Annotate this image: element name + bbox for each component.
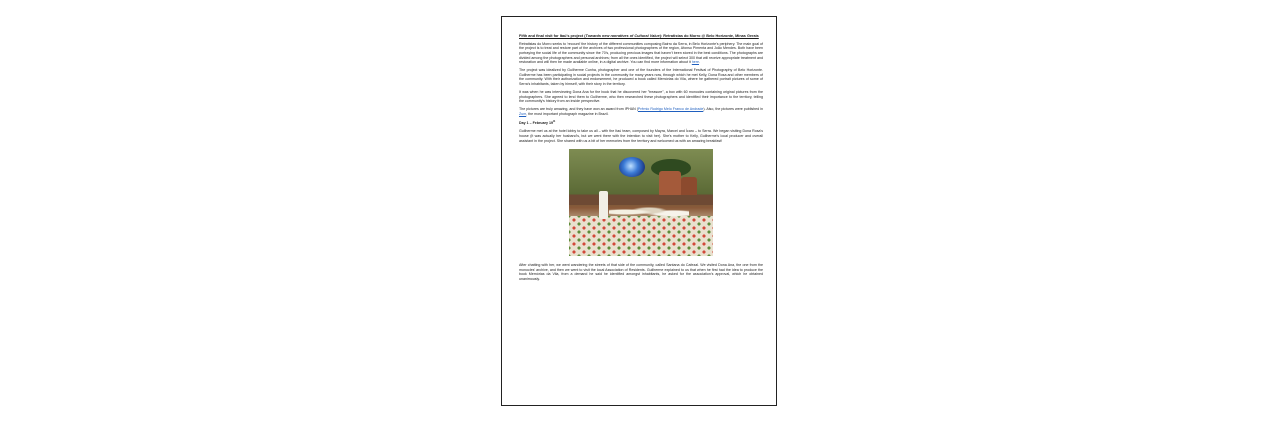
paragraph-intro <box>519 42 763 65</box>
here-link[interactable]: here <box>691 60 700 65</box>
paragraph-hotel: Guilherme met us at the hotel lobby to take us all – with the Itaú team, composed by Mayra, Marcel and Ícaro – to Serra. We began visiting Dona Rosa's house (it was actually her husband's, but we went there with the intention to visit her). She's mother to Kelly, Guilherme's local producer and overall assistant in the project. She shared with us a bit of her memories from the territory and welcomed us with an amazing breakfast! <box>519 129 763 143</box>
tablecloth <box>569 216 713 257</box>
title-part-2: Towards new narratives of Cultural Value <box>585 34 660 38</box>
bottle <box>599 191 608 219</box>
day-heading-sup: th <box>552 119 556 123</box>
paragraph-award-text-3: , the most important photograph magazine in Brazil. <box>526 111 609 116</box>
breakfast-photo <box>569 149 713 256</box>
paragraph-wandering: After chatting with her, we went wandering the streets of that side of the community, called Santana do Cafezal. We visited Dona Ana, the one from the monocles' archive, and then we went to visit the local Association of Residents. Guilherme explained to us that when he first had the idea to produce the book Memórias da Vila, from a demand he said he identified amongst inhabitants, he asked for the association's approval, which he obtained unanimously. <box>519 263 763 282</box>
title-part-3: ): Retratistas do Morro @ Belo Horizonte, Minas Gerais <box>659 34 759 38</box>
title-part-1: Fifth and final visit for Itaú's project ( <box>519 34 586 38</box>
document-title <box>519 34 763 39</box>
day-heading-label: Day 1 – February 19 <box>519 120 553 125</box>
document-page <box>501 16 777 406</box>
paragraph-award-text-2: ). Also, the pictures were published in <box>703 107 763 112</box>
zum-link[interactable]: Zum <box>519 111 527 116</box>
paragraph-intro-end: . <box>699 60 701 65</box>
paragraph-intro-text: Retratistas do Morro seeks to 'recount' the history of the different communities composing Bairro da Serra, in Belo Horizonte's periphery. The main goal of the project is to treat and restore part of the archives of two professional photographers of the region, Afonso Pimenta and João Mendes. Both have been portraying the social life of the community since the 70's, producing precious images that haven't been stored in the best conditions. The photographs are divided among the photographers and personal archives; from all the ones identified, the project will select 300 that will receive appropriate treatment and restoration and will then be made available online, in a digital archive. You can find more information about it <box>519 41 763 65</box>
paragraph-award-text-1: The pictures are truly amazing, and they have won an award from IPHAN ( <box>519 107 638 112</box>
document-content <box>519 34 763 285</box>
paragraph-idealized: The project was idealized by Guilherme Cunha, photographer and one of the founders of the International Festival of Photography of Belo Horizonte. Guilherme has been participating in social projects in the community for many years now, through which he met Kelly, Dona Rosa and other members of the community. With their authorization and endorsement, he produced a book called Memórias do Vila, where he gathered portrait pictures of some of Serra's inhabitants, taken by himself, with their story in the territory. <box>519 68 763 86</box>
paragraph-award <box>519 107 763 116</box>
premio-link[interactable]: Prêmio Rodrigo Melo Franco de Andrade <box>637 107 704 112</box>
paragraph-treasure: It was when he was interviewing Dona Ana for the book that he discovered her "treasure", a box with 60 monocles containing original pictures from the photographers. She agreed to lend them to Guilherme, who then researched these photographers and identified their importance to the territory, telling the community's history from an inside perspective. <box>519 89 763 104</box>
day-heading <box>519 120 763 126</box>
